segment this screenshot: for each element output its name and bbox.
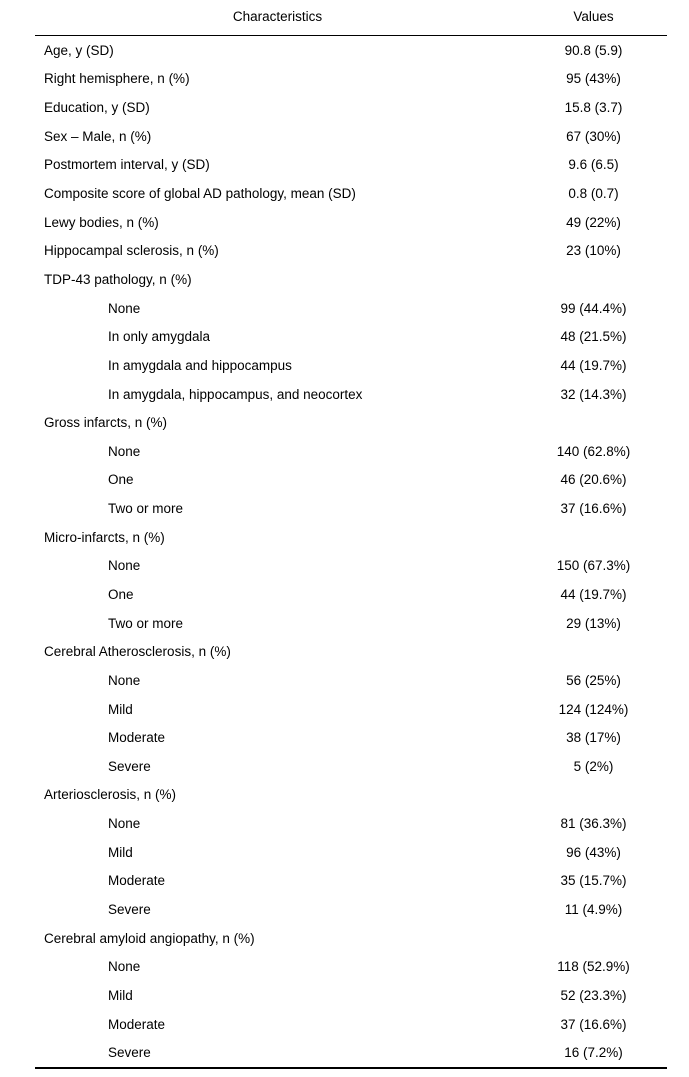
row-label: Postmortem interval, y (SD): [44, 157, 210, 173]
row-label: Cerebral amyloid angiopathy, n (%): [44, 930, 255, 946]
row-value: 9.6 (6.5): [568, 157, 619, 173]
row-label: TDP-43 pathology, n (%): [44, 271, 192, 287]
table-row: [35, 580, 667, 609]
row-value: 150 (67.3%): [556, 558, 631, 574]
row-value: 11 (4.9%): [564, 902, 623, 918]
row-label: Age, y (SD): [44, 42, 114, 58]
table-row: [35, 552, 667, 581]
table-body: [35, 36, 667, 1069]
row-value: 118 (52.9%): [557, 959, 630, 975]
table-row: [35, 322, 667, 351]
column-header-characteristics: Characteristics: [232, 9, 323, 24]
row-label: In amygdala, hippocampus, and neocortex: [108, 386, 363, 402]
row-value: 67 (30%): [566, 128, 621, 144]
row-value: 44 (19.7%): [560, 357, 627, 373]
table-row: [35, 895, 667, 924]
row-label: Arteriosclerosis, n (%): [44, 787, 177, 803]
row-label: Cerebral Atherosclerosis, n (%): [44, 644, 231, 660]
row-value: 49 (22%): [566, 214, 621, 230]
table-row: [35, 265, 667, 294]
row-label: Composite score of global AD pathology, mean (SD): [44, 186, 356, 202]
row-label: None: [108, 816, 141, 832]
table-row: [35, 666, 667, 695]
row-value: 56 (25%): [566, 672, 621, 688]
row-label: One: [108, 586, 134, 602]
table-row: [35, 179, 667, 208]
row-value: 29 (13%): [566, 615, 621, 631]
table-row: [35, 781, 667, 810]
row-label: Gross infarcts, n (%): [44, 415, 168, 431]
row-label: None: [108, 443, 141, 459]
table-row: [35, 122, 667, 151]
row-value: 32 (14.3%): [560, 386, 627, 402]
row-label: Moderate: [108, 1016, 166, 1032]
row-label: Education, y (SD): [44, 100, 150, 116]
table-row: [35, 380, 667, 409]
table-row: [35, 494, 667, 523]
row-label: Micro-infarcts, n (%): [44, 529, 165, 545]
table-row: [35, 408, 667, 437]
row-value: 96 (43%): [566, 844, 621, 860]
row-value: 15.8 (3.7): [564, 100, 623, 116]
table-row: [35, 294, 667, 323]
row-label: Two or more: [108, 615, 184, 631]
table-row: [35, 809, 667, 838]
table-row: [35, 637, 667, 666]
table-row: [35, 953, 667, 982]
table-row: [35, 924, 667, 953]
table-row: [35, 236, 667, 265]
table-row: [35, 752, 667, 781]
characteristics-table: [35, 0, 667, 1069]
row-label: None: [108, 558, 141, 574]
table-row: [35, 151, 667, 180]
row-value: 23 (10%): [566, 243, 621, 259]
row-value: 38 (17%): [566, 730, 621, 746]
row-value: 90.8 (5.9): [564, 42, 623, 58]
row-label: Mild: [108, 987, 133, 1003]
row-value: 0.8 (0.7): [568, 186, 619, 202]
table-row: [35, 1010, 667, 1039]
row-value: 37 (16.6%): [560, 1016, 627, 1032]
row-label: Severe: [108, 902, 151, 918]
row-value: 44 (19.7%): [560, 586, 627, 602]
row-label: Moderate: [108, 873, 166, 889]
row-label: Mild: [108, 701, 133, 717]
row-value: 124 (124%): [558, 701, 629, 717]
table-row: [35, 208, 667, 237]
row-label: Severe: [108, 1045, 151, 1061]
row-value: 95 (43%): [566, 71, 621, 87]
table-row: [35, 523, 667, 552]
row-label: In only amygdala: [108, 329, 211, 345]
table-row: [35, 1038, 667, 1067]
row-label: Moderate: [108, 730, 166, 746]
row-label: None: [108, 672, 141, 688]
row-label: In amygdala and hippocampus: [108, 357, 292, 373]
table-row: [35, 981, 667, 1010]
row-value: 81 (36.3%): [560, 816, 627, 832]
row-label: Right hemisphere, n (%): [44, 71, 190, 87]
row-value: 140 (62.8%): [556, 443, 631, 459]
table-row: [35, 723, 667, 752]
table-header-row: [35, 0, 667, 36]
table-row: [35, 93, 667, 122]
row-label: Sex – Male, n (%): [44, 128, 152, 144]
row-value: 52 (23.3%): [560, 987, 627, 1003]
table-row: [35, 695, 667, 724]
row-label: Mild: [108, 844, 133, 860]
row-label: Severe: [108, 758, 151, 774]
row-value: 16 (7.2%): [564, 1045, 623, 1061]
row-label: None: [108, 959, 141, 975]
row-value: 99 (44.4%): [560, 300, 627, 316]
table-row: [35, 838, 667, 867]
row-label: None: [108, 300, 141, 316]
row-label: Hippocampal sclerosis, n (%): [44, 243, 219, 259]
row-value: 5 (2%): [573, 758, 614, 774]
table-row: [35, 867, 667, 896]
row-value: 48 (21.5%): [560, 329, 627, 345]
row-value: 37 (16.6%): [560, 501, 627, 517]
table-row: [35, 65, 667, 94]
table-row: [35, 351, 667, 380]
table-row: [35, 36, 667, 65]
row-label: Lewy bodies, n (%): [44, 214, 159, 230]
column-header-values: Values: [573, 9, 614, 24]
row-value: 35 (15.7%): [560, 873, 627, 889]
row-value: 46 (20.6%): [560, 472, 627, 488]
row-label: Two or more: [108, 501, 184, 517]
table-row: [35, 466, 667, 495]
table-row: [35, 437, 667, 466]
table-row: [35, 609, 667, 638]
row-label: One: [108, 472, 134, 488]
